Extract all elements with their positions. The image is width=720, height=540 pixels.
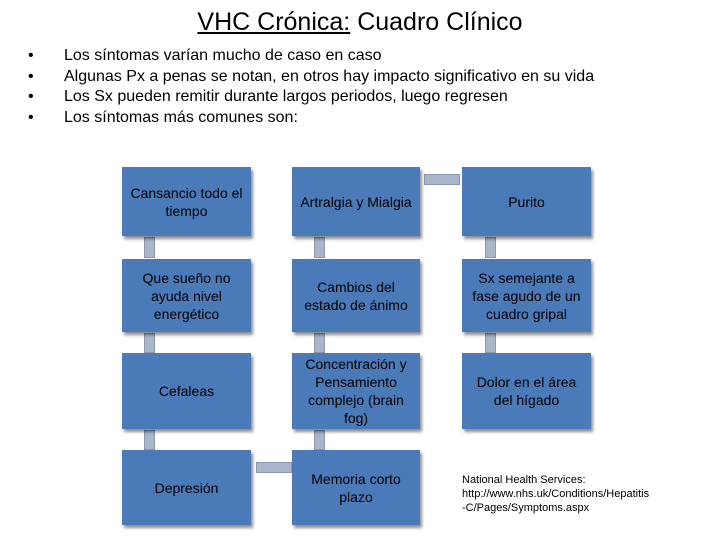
connector: [256, 462, 292, 473]
connector: [144, 430, 155, 450]
title-main: VHC Crónica:: [197, 8, 351, 36]
symptom-box-memory: [292, 450, 420, 525]
symptom-label: Cambios del estado de ánimo: [304, 278, 408, 313]
bullet-list: [28, 46, 594, 128]
connector: [314, 430, 325, 450]
symptom-label: Sx semejante a fase agudo de un cuadro gripal: [472, 269, 581, 322]
source-line: -C/Pages/Symptoms.aspx: [462, 502, 590, 514]
symptom-label: Memoria corto plazo: [311, 470, 401, 505]
connector: [144, 333, 155, 353]
symptom-label: Purito: [508, 193, 545, 210]
symptom-label: Dolor en el área del hígado: [476, 374, 577, 408]
source-citation: [462, 473, 702, 515]
symptom-box-sleep: [122, 259, 251, 332]
symptom-box-depression: [122, 450, 251, 525]
symptom-label: Artralgia y Mialgia: [300, 193, 412, 210]
symptom-label: Que sueño no ayuda nivel energético: [142, 269, 231, 322]
connector: [144, 237, 155, 258]
symptom-box-arthralgia: [292, 167, 420, 236]
source-line: National Health Services:: [462, 474, 586, 486]
title-rest: Cuadro Clínico: [350, 8, 523, 36]
symptom-box-flu-like: [462, 259, 591, 332]
symptom-label: Concentración y Pensamiento complejo (brain fog): [305, 356, 407, 426]
symptom-box-concentration: [292, 353, 420, 429]
bullet-item: • Los Sx pueden remitir durante largos periodos, luego regresen: [28, 87, 594, 108]
symptom-box-headaches: [122, 353, 251, 429]
symptom-box-itching: [462, 167, 591, 236]
slide-title: [0, 6, 720, 38]
connector: [485, 333, 496, 353]
symptom-box-liver-pain: [462, 353, 591, 429]
bullet-item: • Los síntomas varían mucho de caso en caso: [28, 46, 594, 67]
bullet-item: • Algunas Px a penas se notan, en otros hay impacto significativo en su vida: [28, 67, 594, 88]
symptom-label: Cefaleas: [158, 383, 215, 399]
connector: [424, 174, 460, 185]
symptom-box-mood: [292, 259, 420, 332]
symptom-box-tiredness: [122, 167, 251, 236]
source-line: http://www.nhs.uk/Conditions/Hepatitis: [462, 488, 650, 500]
connector: [314, 333, 325, 353]
connector: [314, 237, 325, 258]
symptom-label: Depresión: [154, 479, 219, 496]
connector: [485, 237, 496, 258]
symptom-label: Cansancio todo el tiempo: [130, 184, 243, 219]
bullet-item: • Los síntomas más comunes son:: [28, 108, 594, 129]
